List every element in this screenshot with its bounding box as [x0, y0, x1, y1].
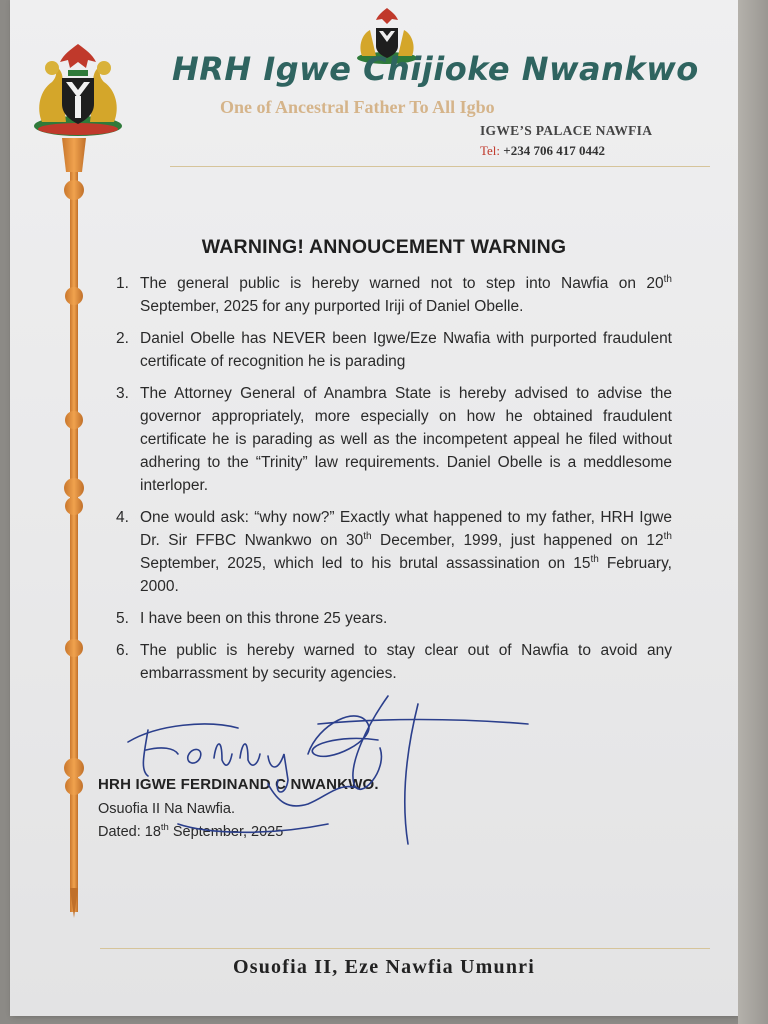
- footer-divider: [100, 948, 710, 949]
- date-prefix: Dated: 18: [98, 824, 161, 840]
- signatory-name: HRH IGWE FERDINAND C NWANKWO.: [98, 776, 379, 793]
- list-item: [116, 639, 672, 685]
- list-item: [116, 607, 672, 630]
- list-item: [116, 327, 672, 373]
- point-text: The general public is hereby warned not to step into Nawfia on 20: [140, 275, 664, 292]
- list-item: [116, 382, 672, 497]
- list-item: [116, 506, 672, 598]
- coat-of-arms-icon: [22, 38, 134, 142]
- point-number: 6.: [116, 642, 129, 659]
- ordinal-suffix: th: [663, 273, 672, 285]
- point-text: September, 2025, which led to his brutal assassination on 15: [140, 555, 591, 572]
- point-number: 4.: [116, 509, 129, 526]
- point-text: I have been on this throne 25 years.: [140, 610, 388, 627]
- footer-title: Osuofia II, Eze Nawfia Umunri: [232, 956, 536, 978]
- telephone-label: Tel:: [480, 143, 501, 158]
- date-suffix: September, 2025: [168, 824, 284, 840]
- date-ordinal: th: [160, 822, 169, 834]
- point-text: One would ask: “why now?” Exactly what happened to my father, HRH Igwe Dr. Sir FFBC Nwankwo on 30: [140, 509, 672, 549]
- point-number: 3.: [116, 385, 129, 402]
- palace-address: IGWE’S PALACE NAWFIA: [480, 123, 653, 138]
- point-text: December, 1999, just happened on 12: [371, 532, 664, 549]
- letterhead-divider: [170, 166, 710, 167]
- letterhead-title: HRH Igwe Chijioke Nwankwo: [172, 50, 699, 88]
- telephone-line: [480, 143, 605, 159]
- background-edge: [738, 0, 768, 1024]
- point-text: September, 2025 for any purported Iriji of Daniel Obelle.: [140, 298, 524, 315]
- point-number: 1.: [116, 275, 129, 292]
- warning-points-list: [116, 272, 672, 694]
- telephone-number: +234 706 417 0442: [503, 143, 605, 158]
- point-text: February, 2000.: [140, 555, 672, 595]
- point-text: The Attorney General of Anambra State is hereby advised to advise the governor appropriately, more especially on how he obtained fraudulent certificate he is parading as well as the incompetent appeal he filed without adhering to the “Trinity” law requirements. Daniel Obelle is a meddlesome interloper.: [140, 385, 672, 494]
- ordinal-suffix: th: [663, 530, 672, 542]
- point-number: 5.: [116, 610, 129, 627]
- letterhead-tagline: One of Ancestral Father To All Igbo: [220, 97, 495, 117]
- list-item: [116, 272, 672, 318]
- ordinal-suffix: th: [590, 553, 599, 565]
- point-number: 2.: [116, 330, 129, 347]
- point-text: Daniel Obelle has NEVER been Igwe/Eze Nwafia with purported fraudulent certificate of recognition he is parading: [140, 330, 672, 370]
- signatory-title: Osuofia II Na Nawfia.: [98, 801, 235, 817]
- ordinal-suffix: th: [363, 530, 372, 542]
- point-text: The public is hereby warned to stay clear out of Nawfia to avoid any embarrassment by security agencies.: [140, 642, 672, 682]
- announcement-heading: WARNING! ANNOUCEMENT WARNING: [201, 236, 567, 258]
- handwritten-signature: [118, 684, 538, 854]
